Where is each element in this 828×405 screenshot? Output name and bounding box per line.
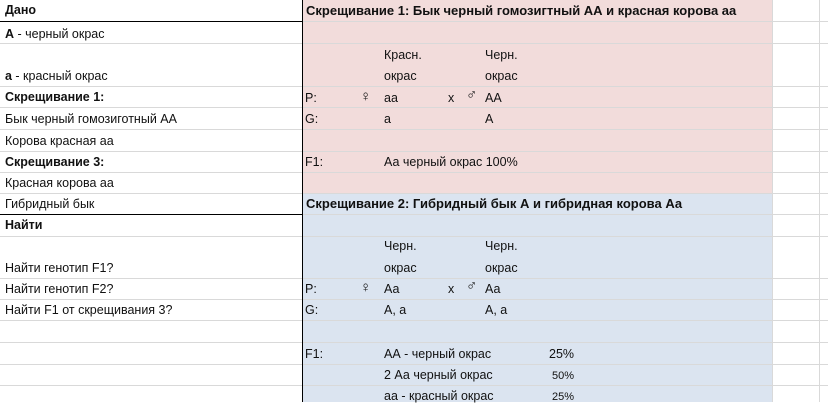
cross1-f1-result: Аа черный окрас 100% (384, 155, 518, 169)
cross1-title: Скрещивание 1: Бык черный гомозигтный АА и красная корова аа (306, 3, 737, 18)
left-cross3-line1: Красная корова аа (5, 176, 114, 190)
cross2-cross-symbol: х (448, 282, 455, 296)
cross2-col2-top: Черн. (485, 239, 518, 253)
left-panel-border (302, 0, 303, 402)
cross1-col2-bottom: окрас (485, 69, 518, 83)
cross1-col1-top: Красн. (384, 48, 422, 62)
cross1-g-female: а (384, 112, 391, 126)
cross2-g-female: А, а (384, 303, 407, 317)
cross2-female-icon: ♀ (360, 279, 372, 296)
allele-recessive: a (5, 69, 12, 83)
cross1-p-label: P: (305, 91, 317, 105)
cross2-p-male: Аа (485, 282, 501, 296)
cross2-f1-label: F1: (305, 347, 324, 361)
cross2-male-icon: ♂ (466, 277, 478, 294)
left-cross1-label: Скрещивание 1: (5, 90, 105, 104)
cross2-f1-row2-pct: 50% (552, 370, 575, 382)
left-cross3-line2: Гибридный бык (5, 197, 95, 211)
cross2-g-male: А, а (485, 303, 508, 317)
find-f1: Найти генотип F1? (5, 261, 114, 275)
find-f1-cross3: Найти F1 от скрещивания 3? (5, 303, 173, 317)
cross2-col2-bottom: окрас (485, 261, 518, 275)
cross2-f1-row2-text: 2 Аа черный окрас (384, 368, 493, 382)
cross2-p-female: Аа (384, 282, 400, 296)
given-dominant: A - черный окрас (5, 27, 105, 41)
cross1-male-icon: ♂ (466, 86, 478, 103)
cross2-f1-row3-text: аа - красный окрас (384, 389, 494, 403)
cross1-g-male: А (485, 112, 494, 126)
find-f2: Найти генотип F2? (5, 282, 114, 296)
cross2-title: Скрещивание 2: Гибридный бык А и гибридная корова Аа (306, 196, 683, 211)
cross1-col2-top: Черн. (485, 48, 518, 62)
cross1-p-female: аа (384, 91, 398, 105)
cross2-f1-row1-pct: 25% (549, 347, 575, 361)
find-header: Найти (5, 218, 43, 232)
cross1-p-male: АА (485, 91, 502, 105)
cross2-p-label: P: (305, 282, 317, 296)
find-header-border (0, 214, 303, 215)
cross1-g-label: G: (305, 112, 319, 126)
cross2-f1-row3-pct: 25% (552, 391, 575, 403)
allele-dominant: A (5, 27, 15, 41)
given-header-border (0, 21, 303, 22)
cross1-col1-bottom: окрас (384, 69, 417, 83)
cross2-col1-top: Черн. (384, 239, 417, 253)
cross1-female-icon: ♀ (360, 88, 372, 105)
left-cross1-line2: Корова красная аа (5, 134, 114, 148)
cross1-f1-label: F1: (305, 155, 324, 169)
cross2-f1-row1-text: АА - черный окрас (384, 347, 492, 361)
left-cross3-label: Скрещивание 3: (5, 155, 105, 169)
cross2-g-label: G: (305, 303, 319, 317)
given-header: Дано (5, 3, 37, 17)
given-recessive: a - красный окрас (5, 69, 108, 83)
cross1-cross-symbol: х (448, 91, 455, 105)
left-cross1-line1: Бык черный гомозиготный АА (5, 112, 177, 126)
cross2-col1-bottom: окрас (384, 261, 417, 275)
